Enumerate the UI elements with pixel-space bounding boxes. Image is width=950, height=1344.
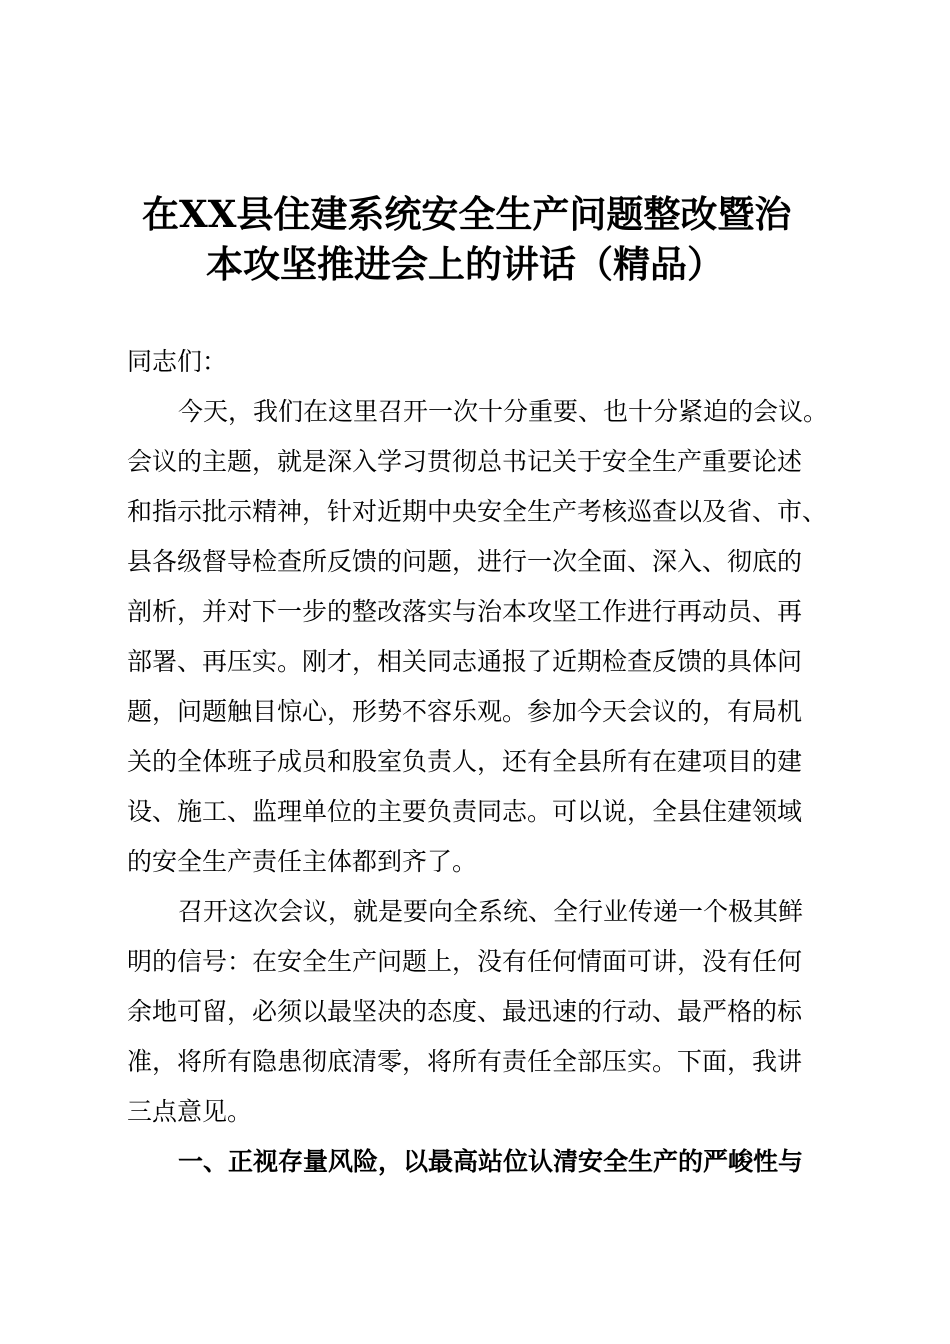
paragraph-2-line: 三点意见。 (127, 1097, 253, 1126)
document-title-line-1: 在XX县住建系统安全生产问题整改暨治 (142, 192, 792, 236)
paragraph-1-line: 会议的主题，就是深入学习贯彻总书记关于安全生产重要论述 (127, 447, 803, 476)
section-heading-1: 一、正视存量风险，以最高站位认清安全生产的严峻性与 (178, 1147, 804, 1176)
paragraph-1-line: 今天，我们在这里召开一次十分重要、也十分紧迫的会议。 (178, 397, 829, 426)
paragraph-1-line: 部署、再压实。刚才，相关同志通报了近期检查反馈的具体问 (127, 647, 803, 676)
paragraph-2-line: 召开这次会议，就是要向全系统、全行业传递一个极其鲜 (178, 897, 804, 926)
salutation: 同志们： (127, 347, 228, 376)
paragraph-1-line: 的安全生产责任主体都到齐了。 (127, 847, 478, 876)
paragraph-1-line: 关的全体班子成员和股室负责人，还有全县所有在建项目的建 (127, 747, 803, 776)
paragraph-1-line: 题，问题触目惊心，形势不容乐观。参加今天会议的，有局机 (127, 697, 803, 726)
paragraph-1-line: 和指示批示精神，针对近期中央安全生产考核巡查以及省、市、 (127, 497, 828, 526)
paragraph-2-line: 余地可留，必须以最坚决的态度、最迅速的行动、最严格的标 (127, 997, 803, 1026)
document-title-line-2: 本攻坚推进会上的讲话（精品） (206, 242, 724, 286)
paragraph-1-line: 剖析，并对下一步的整改落实与治本攻坚工作进行再动员、再 (127, 597, 803, 626)
paragraph-1-line: 县各级督导检查所反馈的问题，进行一次全面、深入、彻底的 (127, 547, 803, 576)
paragraph-2-line: 准，将所有隐患彻底清零，将所有责任全部压实。下面，我讲 (127, 1047, 803, 1076)
paragraph-1-line: 设、施工、监理单位的主要负责同志。可以说，全县住建领域 (127, 797, 803, 826)
paragraph-2-line: 明的信号：在安全生产问题上，没有任何情面可讲，没有任何 (127, 947, 803, 976)
